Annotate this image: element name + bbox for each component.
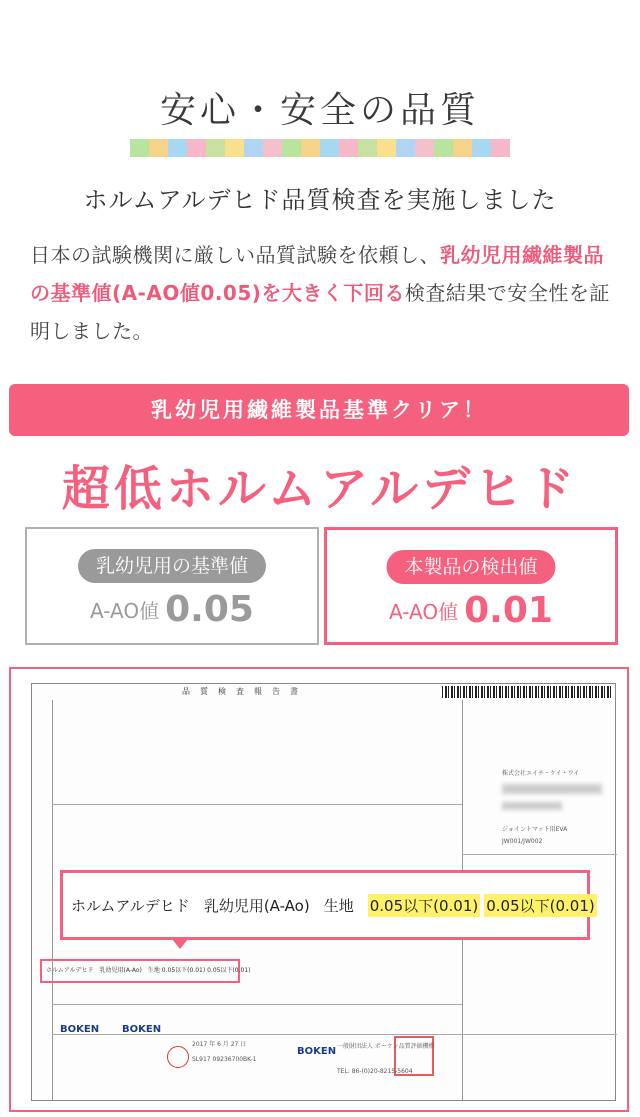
dot-segment xyxy=(358,139,377,157)
dot-segment xyxy=(396,139,415,157)
dot-segment xyxy=(149,139,168,157)
zoomed-result-row xyxy=(60,870,595,940)
dot-segment xyxy=(339,139,358,157)
product-value-label: 本製品の検出値 xyxy=(386,550,555,584)
inspector-seal xyxy=(167,1046,189,1068)
product-value-row xyxy=(327,590,615,631)
org-tel: TEL: 86-(0)20-8215-5604 xyxy=(337,1068,413,1075)
dot-segment xyxy=(282,139,301,157)
standard-value-label: 乳幼児用の基準値 xyxy=(78,549,266,583)
product-code: JW001/JW002 xyxy=(502,838,543,845)
standard-value-box xyxy=(25,527,319,645)
dot-segment xyxy=(206,139,225,157)
test-report-frame xyxy=(9,667,629,1112)
product-value-number: 0.01 xyxy=(464,590,553,631)
dot-segment xyxy=(244,139,263,157)
description-start: 日本の試験機関に厳しい品質試験を依頼し、 xyxy=(30,243,440,267)
standard-value-number: 0.05 xyxy=(165,589,254,630)
standard-cleared-banner: 乳幼児用繊維製品基準クリア！ xyxy=(9,384,629,436)
report-date: 2017 年 6 月 27 日 xyxy=(192,1041,247,1048)
boken-logo: BOKEN xyxy=(60,1024,100,1035)
red-stamp xyxy=(394,1036,434,1076)
section-subtitle: ホルムアルデヒド品質検査を実施しました xyxy=(83,186,557,214)
barcode xyxy=(442,686,612,698)
dot-segment xyxy=(377,139,396,157)
report-divider xyxy=(52,700,53,1100)
client-contact-redacted xyxy=(502,802,562,810)
boken-logo: BOKEN xyxy=(122,1024,162,1035)
org-name: 一般財団法人 ボーケン品質評価機構 xyxy=(337,1043,435,1050)
dot-segment xyxy=(472,139,491,157)
report-rule xyxy=(52,1004,462,1005)
zoom-category: 乳幼児用(A-Ao) xyxy=(203,896,310,915)
client-company: 株式会社エイチ・ケイ・ワイ xyxy=(502,770,580,777)
description-end: 検査結果で安全性を証明しました。 xyxy=(30,281,610,343)
client-address-redacted xyxy=(502,784,602,794)
zoom-material: 生地 xyxy=(323,896,354,915)
dot-segment xyxy=(263,139,282,157)
report-rule xyxy=(462,854,617,855)
test-report-document xyxy=(31,683,616,1101)
org-logo: BOKEN xyxy=(297,1046,337,1057)
description-highlight: 乳幼児用繊維製品の基準値(A-AO値0.05)を大きく下回る xyxy=(30,243,604,305)
zoom-result-1: 0.05以下(0.01) xyxy=(368,894,481,917)
product-name: ジョイントマット用EVA xyxy=(502,826,568,833)
dot-segment xyxy=(225,139,244,157)
dot-segment xyxy=(168,139,187,157)
report-number: SL917 09236700BK-1 xyxy=(192,1056,257,1063)
decorative-dot-strip xyxy=(130,139,510,157)
zoom-item: ホルムアルデヒド xyxy=(71,896,190,915)
callout-pointer xyxy=(172,939,188,949)
dot-segment xyxy=(453,139,472,157)
zoom-result-2: 0.05以下(0.01) xyxy=(484,894,597,917)
original-result-row: ホルムアルデヒド 乳幼児用(A-Ao) 生地 0.05以下(0.01) 0.05以下(0.01) xyxy=(40,959,240,983)
dot-segment xyxy=(491,139,510,157)
headline: 超低ホルムアルデヒド xyxy=(61,461,579,517)
dot-segment xyxy=(301,139,320,157)
dot-segment xyxy=(320,139,339,157)
dot-segment xyxy=(187,139,206,157)
dot-segment xyxy=(130,139,149,157)
dot-segment xyxy=(415,139,434,157)
product-value-unit: A-AO値 xyxy=(389,600,459,624)
standard-value-row xyxy=(27,589,317,630)
dot-segment xyxy=(434,139,453,157)
section-title: 安心・安全の品質 xyxy=(159,90,480,131)
standard-value-unit: A-AO値 xyxy=(90,599,160,623)
description-text xyxy=(30,236,615,350)
product-value-box xyxy=(324,527,618,645)
report-rule xyxy=(52,804,462,805)
report-title: 品質検査報告書 xyxy=(182,687,308,696)
